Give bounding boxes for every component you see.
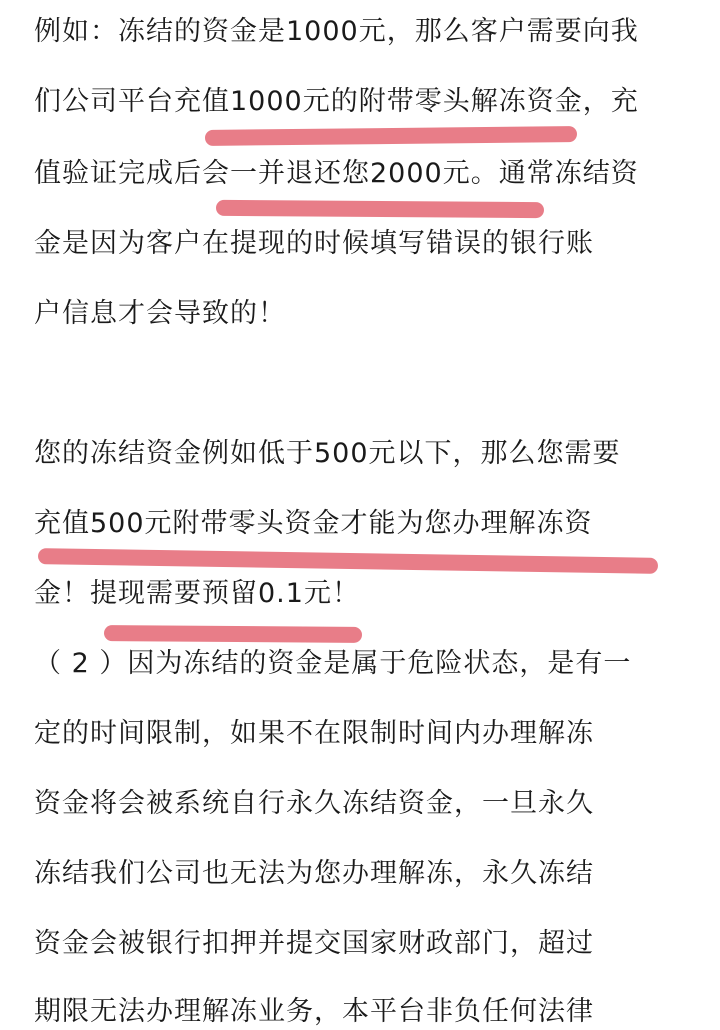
highlight-stroke bbox=[104, 625, 362, 643]
paragraph-2-line-3: 金！提现需要预留0.1元！ bbox=[34, 578, 360, 609]
paragraph-1-line-1: 例如：冻结的资金是1000元，那么客户需要向我 bbox=[34, 16, 639, 47]
highlight-stroke bbox=[205, 126, 577, 146]
paragraph-3-line-5: 资金会被银行扣押并提交国家财政部门，超过 bbox=[34, 928, 594, 959]
highlight-stroke bbox=[216, 200, 544, 218]
paragraph-1-line-4: 金是因为客户在提现的时候填写错误的银行账 bbox=[34, 228, 594, 259]
paragraph-2-line-2: 充值500元附带零头资金才能为您办理解冻资 bbox=[34, 508, 593, 539]
paragraph-3-line-2: 定的时间限制，如果不在限制时间内办理解冻 bbox=[34, 718, 594, 749]
paragraph-1-line-5: 户信息才会导致的！ bbox=[34, 298, 286, 329]
paragraph-3-line-6: 期限无法办理解冻业务，本平台非负任何法律 bbox=[34, 996, 594, 1027]
paragraph-1-line-2: 们公司平台充值1000元的附带零头解冻资金，充 bbox=[34, 86, 639, 117]
highlight-stroke bbox=[38, 548, 658, 574]
paragraph-3-line-4: 冻结我们公司也无法为您办理解冻，永久冻结 bbox=[34, 858, 594, 889]
paragraph-2-line-1: 您的冻结资金例如低于500元以下，那么您需要 bbox=[34, 438, 621, 469]
paragraph-3-line-3: 资金将会被系统自行永久冻结资金，一旦永久 bbox=[34, 788, 594, 819]
paragraph-1-line-3: 值验证完成后会一并退还您2000元。通常冻结资 bbox=[34, 158, 639, 189]
paragraph-3-line-1: （ 2 ）因为冻结的资金是属于危险状态，是有一 bbox=[34, 648, 632, 679]
